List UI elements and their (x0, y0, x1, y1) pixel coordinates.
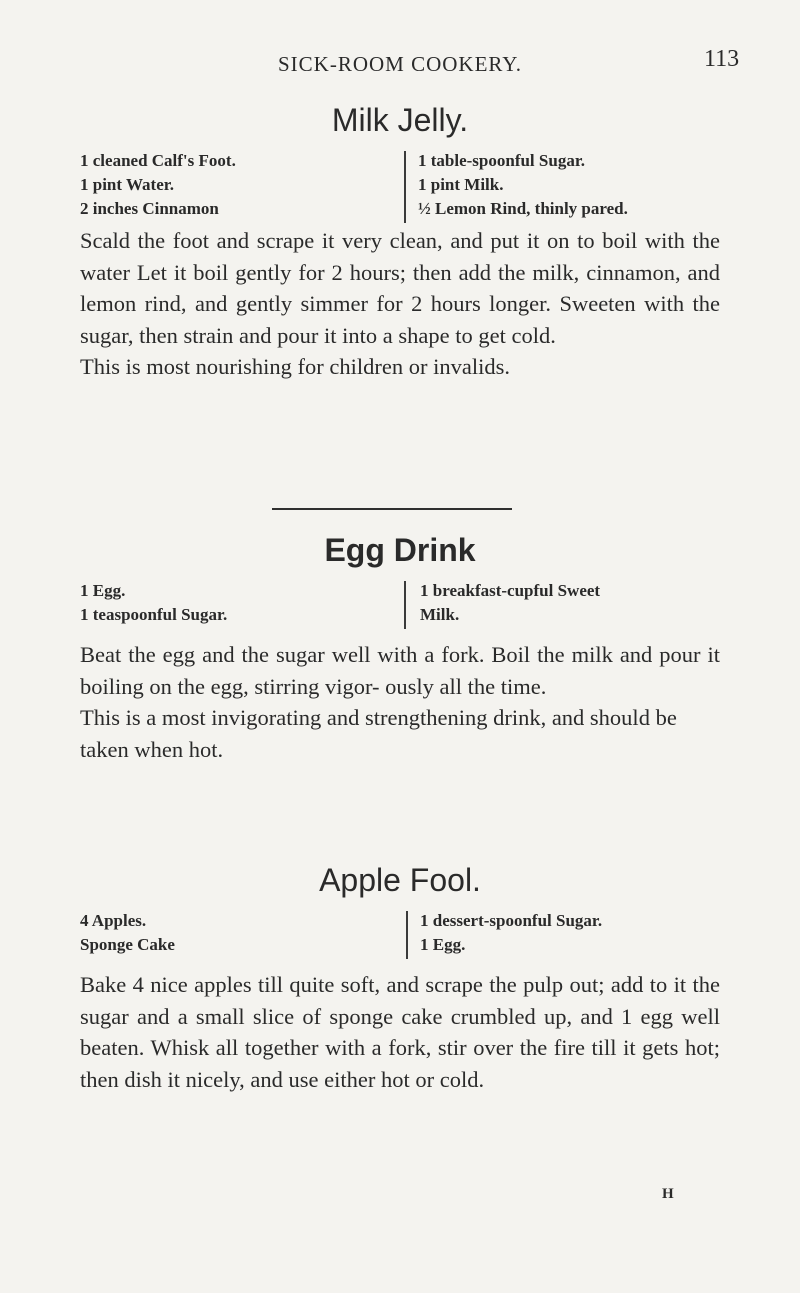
ingredient: 2 inches Cinnamon (80, 199, 219, 218)
page-number: 113 (704, 46, 740, 72)
ingredients-left (80, 579, 227, 627)
ingredient: 1 pint Water. (80, 175, 174, 194)
ingredient-list (80, 149, 720, 225)
ingredient: 1 Egg. (80, 581, 126, 600)
section-divider (272, 508, 512, 510)
ingredients-left (80, 149, 236, 221)
ingredients-right (420, 579, 600, 627)
ingredient: ½ Lemon Rind, thinly pared. (418, 199, 628, 218)
recipe-title: Egg Drink (324, 532, 476, 568)
signature-mark: H (662, 1186, 674, 1202)
ingredient-divider (406, 911, 408, 959)
recipe-milk-jelly (80, 102, 720, 383)
recipe-egg-drink (80, 532, 720, 765)
recipe-method: Scald the foot and scrape it very clean, and put it on to boil with the water Let it boil gently for 2 hours; then add the milk, cinnamon, and lemon rind, and gently simmer for 2 hours longer. Sweeten with the sugar, then strain and pour it into a shape to get cold. (80, 228, 720, 348)
ingredients-right (420, 909, 602, 957)
page-header (0, 46, 800, 92)
ingredient: 1 table-spoonful Sugar. (418, 151, 586, 170)
ingredients-right (418, 149, 628, 221)
ingredient: Milk. (420, 605, 460, 624)
ingredient: 1 Egg. (420, 935, 466, 954)
ingredient-divider (404, 151, 406, 223)
recipe-title: Milk Jelly. (331, 102, 469, 138)
recipe-apple-fool (80, 862, 720, 1095)
recipe-note: This is most nourishing for children or invalids. (80, 354, 510, 379)
recipe-method: Bake 4 nice apples till quite soft, and scrape the pulp out; add to it the sugar and a small slice of sponge cake crumbled up, and 1 egg well beaten. Whisk all together with a fork, stir over the fire till it gets hot; then dish it nicely, and use either hot or cold. (80, 972, 720, 1092)
running-head: SICK-ROOM COOKERY. (278, 52, 522, 76)
ingredient: 1 dessert-spoonful Sugar. (420, 911, 603, 930)
ingredient: 1 pint Milk. (418, 175, 504, 194)
recipe-method: Beat the egg and the sugar well with a fork. Boil the milk and pour it boiling on the egg, stirring vigor- ously all the time. (80, 642, 720, 699)
ingredient: 1 breakfast-cupful Sweet (420, 581, 601, 600)
recipe-title: Apple Fool. (319, 862, 481, 898)
ingredient-divider (404, 581, 406, 629)
ingredient: 1 teaspoonful Sugar. (80, 605, 228, 624)
recipe-note: This is a most invigorating and strengthening drink, and should be taken when hot. (80, 705, 677, 762)
ingredient-list (80, 579, 720, 639)
ingredient-list (80, 909, 720, 969)
ingredients-left (80, 909, 175, 957)
ingredient: 1 cleaned Calf's Foot. (80, 151, 236, 170)
ingredient: Sponge Cake (80, 935, 175, 954)
ingredient: 4 Apples. (80, 911, 147, 930)
